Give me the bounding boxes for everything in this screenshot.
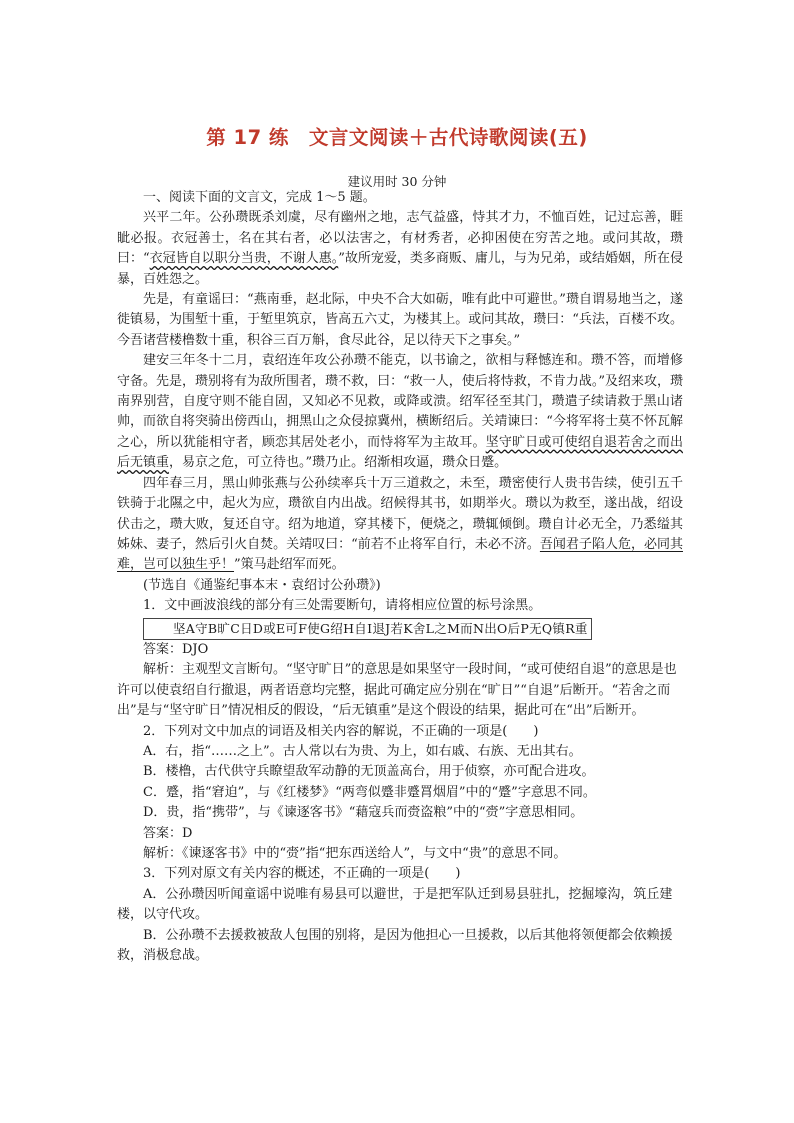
- question-3-option-a: A．公孙瓒因听闻童谣中说唯有易县可以避世，于是把军队迁到易县驻扎，挖掘壕沟，筑丘建楼，以守代攻。: [117, 886, 673, 923]
- question-3-option-b: B．公孙瓒不去援救被敌人包围的别将，是因为他担心一旦援救，以后其他将领便都会依赖援救，消极怠战。: [117, 927, 673, 964]
- exercise-body: [117, 188, 683, 966]
- page-title: 第 17 练 文言文阅读＋古代诗歌阅读(五): [206, 126, 588, 149]
- passage-text: ”策马赴绍军而死。: [234, 557, 345, 573]
- question-2-option-d: D．贵，指“携带”，与《谏逐客书》“藉寇兵而赍盗粮”中的“赍”字意思相同。: [143, 805, 584, 821]
- passage-paragraph-1: [117, 208, 683, 290]
- sentence-break-options[interactable]: 坚A守B旷C日D或E可F使G绍H自I退J若K舍L之M而N出O后P无Q镇R重: [143, 618, 592, 640]
- question-1-analysis: 解析：主观型文言断句。“坚守旷日”的意思是如果坚守一段时间，“或可使绍自退”的意思是也许可以使袁绍自行撤退，两者语意均完整，据此可确定应分别在“旷日”“自退”后断开。“若舍之而出”是与“坚守旷日”情况相反的假设，“后无镇重”是这个假设的结果，据此可在“出”后断开。: [117, 662, 677, 719]
- wavy-underlined-text: 衣冠皆自以职分当贵，不谢人惠。: [149, 251, 339, 267]
- passage-source: (节选自《通鉴纪事本末・袁绍讨公孙瓒》): [143, 577, 381, 593]
- wavy-underlined-text: 坚守旷日或可使绍自退若舍之而出后无镇重: [117, 434, 683, 471]
- question-2-option-c: C．蹙，指“窘迫”，与《红楼梦》“两弯似蹙非蹙罥烟眉”中的“蹙”字意思不同。: [143, 784, 596, 800]
- passage-text: ，易京之危，可立待也。”瓒乃止。绍渐相攻逼，瓒众日蹙。: [169, 455, 508, 471]
- question-2-option-b: B．楼橹，古代供守兵瞭望敌军动静的无顶盖高台，用于侦察，亦可配合进攻。: [143, 764, 595, 780]
- passage-paragraph-4: [117, 474, 683, 576]
- question-3-stem: 3．下列对原文有关内容的概述，不正确的一项是( ): [143, 866, 461, 882]
- passage-text: ”故所宠爱，类多商贩、庸儿，与为兄弟，或结婚姻，所在侵暴，百姓怨之。: [117, 251, 683, 287]
- question-2-option-a: A．右，指“……之上”。古人常以右为贵、为上，如右戚、右族、无出其右。: [143, 743, 582, 759]
- question-2-answer: 答案：D: [143, 825, 193, 841]
- suggested-time: 建议用时 30 分钟: [347, 174, 447, 189]
- passage-text: 四年春三月，黑山帅张燕与公孙续率兵十万三道救之，未至，瓒密使行人贵书告续，使引五千铁骑于北隰之中，起火为应，瓒欲自内出战。绍候得其书，如期举火。瓒以为救至，遂出战，绍设伏击之，瓒大败，复还自守。绍为地道，穿其楼下，便烧之，瓒辄倾倒。瓒自计必无全，乃悉缢其姊妹、妻子，然后引火自焚。关靖叹曰：“前若不止将军自行，未必不济。: [117, 475, 683, 552]
- question-1-stem: 1．文中画波浪线的部分有三处需要断句，请将相应位置的标号涂黑。: [143, 598, 542, 614]
- question-1-options: [117, 617, 683, 640]
- question-2-analysis: 解析：《谏逐客书》中的“赍”指“把东西送给人”，与文中“贵”的意思不同。: [143, 846, 567, 861]
- passage-text: 兴平二年。公孙瓒既杀刘虞，尽有幽州之地，志气益盛，恃其才力，不恤百姓，记过忘善，睚眦必报。衣冠善士，名在其右者，必以法害之，有材秀者，必抑困使在穷苦之地。或问其故，瓒曰：“: [117, 210, 683, 267]
- passage-text: 建安三年冬十二月，袁绍连年攻公孙瓒不能克，以书谕之，欲相与释憾连和。瓒不答，而增修守备。先是，瓒别将有为敌所围者，瓒不救，曰：“救一人，使后将恃救，不肯力战。”及绍来攻，瓒南界别营，自度守则不能自固，又知必不见救，或降或溃。绍军径至其门，瓒遣子续请救于黑山诸帅，而欲自将突骑出傍西山，拥黑山之众侵掠冀州，横断绍后。关靖谏曰：“今将军将士莫不怀瓦解之心，所以犹能相守者，顾恋其居处老小，而恃将军为主故耳。: [117, 353, 683, 450]
- question-2-stem: 2．下列对文中加点的词语及相关内容的解说，不正确的一项是( ): [143, 723, 539, 739]
- underlined-text: 吾闻君子陷人危，必同其难，岂可以独生乎！: [117, 536, 683, 573]
- passage-paragraph-2: 先是，有童谣曰：“燕南垂，赵北际，中央不合大如砺，唯有此中可避世。”瓒自谓易地当之，遂徙镇易，为围堑十重，于堑里筑京，皆高五六丈，为楼其上。或问其故，瓒曰：“兵法，百楼不攻。今吾诸营楼橹数十重，积谷三百万斛，食尽此谷，足以待天下之事矣。”: [117, 292, 683, 348]
- passage-paragraph-3: [117, 351, 683, 473]
- question-1-answer: 答案：DJO: [143, 641, 209, 657]
- section-intro: 一、阅读下面的文言文，完成 1～5 题。: [143, 190, 376, 205]
